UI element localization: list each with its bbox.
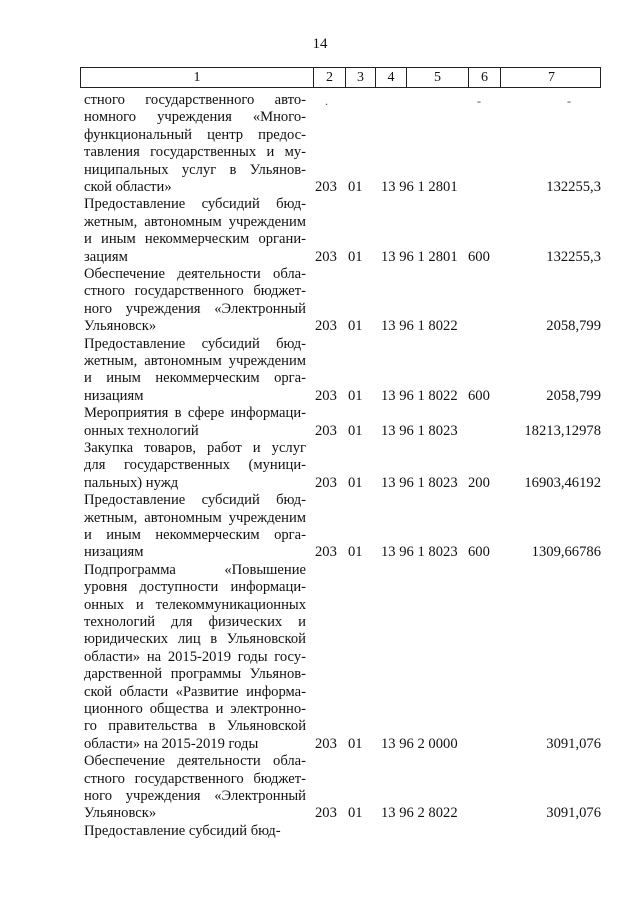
description-line: стного государственного бюджет-	[84, 283, 306, 300]
row-description	[84, 753, 306, 823]
header-col-7: 7	[500, 68, 602, 87]
description-line: Предоставление субсидий бюд-	[84, 492, 306, 509]
col-7-cell: 16903,46192	[524, 474, 601, 491]
description-line: ционного общества и электронно-	[84, 701, 306, 718]
col-7-cell: 1309,66786	[531, 544, 601, 561]
description-line: и иным некоммерческим орга-	[84, 527, 306, 543]
description-line: стного государственного авто-	[84, 92, 306, 108]
scan-mark: -	[477, 94, 481, 108]
col-7-cell: 3091,076	[546, 735, 601, 752]
col-2-cell: 203	[315, 179, 337, 195]
description-line: области» на 2015-2019 годы	[84, 735, 259, 752]
description-line: функциональный центр предос-	[84, 126, 306, 143]
header-col-6: 6	[468, 68, 500, 87]
col-3-cell: 01	[348, 248, 363, 265]
col-7-cell: 3091,076	[546, 805, 601, 822]
col-3-cell: 01	[348, 318, 363, 335]
row-description	[84, 405, 306, 440]
col-5-cell: 13 96 1 8023	[381, 422, 458, 439]
description-line: ного учреждения «Электронный	[84, 300, 306, 317]
col-6-cell: 200	[468, 474, 490, 491]
col-2-cell: 203	[315, 318, 337, 335]
description-line: Закупка товаров, работ и услуг	[84, 440, 306, 456]
row-description	[84, 823, 306, 840]
description-line: Ульяновск»	[84, 318, 157, 335]
description-line: низациям	[84, 387, 144, 404]
description-line: Предоставление субсидий бюд-	[84, 822, 281, 839]
description-line: Обеспечение деятельности обла-	[84, 266, 306, 282]
col-5-cell: 13 96 2 8022	[381, 805, 458, 822]
col-2-cell: 203	[315, 422, 337, 439]
header-col-3: 3	[345, 68, 375, 87]
col-3-cell: 01	[348, 179, 363, 195]
col-5-cell: 13 96 1 2801	[381, 179, 458, 195]
description-line: уровня доступности информаци-	[84, 579, 306, 596]
description-line: пальных) нужд	[84, 474, 179, 491]
row-description	[84, 440, 306, 492]
description-line: онных технологий	[84, 422, 199, 439]
scan-mark: -	[567, 94, 571, 108]
col-2-cell: 203	[315, 544, 337, 561]
col-7-cell: 18213,12978	[524, 422, 601, 439]
description-line: юридических лиц в Ульяновской	[84, 631, 306, 648]
row-description	[84, 266, 306, 336]
col-7-cell: 132255,3	[546, 248, 601, 265]
description-line: ниципальных услуг в Ульянов-	[84, 161, 306, 178]
col-2-cell: 203	[315, 474, 337, 491]
col-5-cell: 13 96 1 8023	[381, 474, 458, 491]
description-line: и иным некоммерческим орга-	[84, 370, 306, 387]
header-col-1: 1	[193, 70, 201, 85]
scan-mark: .	[325, 94, 328, 108]
description-line: Мероприятия в сфере информаци-	[84, 405, 306, 422]
col-2-cell: 203	[315, 248, 337, 265]
table-header	[80, 67, 601, 88]
col-3-cell: 01	[348, 735, 363, 752]
description-line: тавления государственных и му-	[84, 144, 306, 161]
header-col-4: 4	[375, 68, 406, 87]
col-5-cell: 13 96 1 2801	[381, 248, 458, 265]
row-description	[84, 562, 306, 753]
col-3-cell: 01	[348, 474, 363, 491]
description-line: зациям	[84, 248, 128, 265]
col-3-cell: 01	[348, 805, 363, 822]
description-line: жетным, автономным учрежденим	[84, 213, 306, 230]
description-line: ской области»	[84, 179, 172, 196]
col-7-cell: 2058,799	[546, 387, 601, 404]
description-line: области» на 2015-2019 годы госу-	[84, 648, 306, 665]
col-5-cell: 13 96 1 8022	[381, 318, 458, 335]
page-number: 14	[312, 36, 328, 52]
description-line: ного учреждения «Электронный	[84, 788, 306, 804]
row-description	[84, 92, 306, 196]
col-2-cell: 203	[315, 387, 337, 404]
description-line: Предоставление субсидий бюд-	[84, 335, 306, 352]
col-3-cell: 01	[348, 422, 363, 439]
row-description	[84, 196, 306, 266]
col-5-cell: 13 96 2 0000	[381, 735, 458, 752]
col-7-cell: 2058,799	[546, 318, 601, 335]
description-line: онных и телекоммуникационных	[84, 596, 306, 613]
row-description	[84, 336, 306, 406]
description-line: Предоставление субсидий бюд-	[84, 196, 306, 213]
header-col-2: 2	[313, 68, 345, 87]
description-line: и иным некоммерческим органи-	[84, 231, 306, 248]
description-line: для государственных (муници-	[84, 457, 306, 474]
col-3-cell: 01	[348, 544, 363, 561]
description-line: жетным, автономным учрежденим	[84, 509, 306, 526]
col-6-cell: 600	[468, 544, 490, 561]
description-line: Ульяновск»	[84, 805, 157, 822]
row-description	[84, 492, 306, 562]
col-6-cell: 600	[468, 248, 490, 265]
description-line: Подпрограмма «Повышение	[84, 561, 306, 578]
description-line: ской области «Развитие информа-	[84, 683, 306, 700]
description-line: Обеспечение деятельности обла-	[84, 753, 306, 770]
col-7-cell: 132255,3	[546, 179, 601, 195]
description-line: низациям	[84, 544, 144, 561]
col-6-cell: 600	[468, 387, 490, 404]
col-5-cell: 13 96 1 8023	[381, 544, 458, 561]
col-2-cell: 203	[315, 735, 337, 752]
header-col-5: 5	[406, 68, 468, 87]
description-line: го правительства в Ульяновской	[84, 718, 306, 735]
col-2-cell: 203	[315, 805, 337, 822]
description-line: технологий для физических и	[84, 614, 306, 631]
col-3-cell: 01	[348, 387, 363, 404]
col-5-cell: 13 96 1 8022	[381, 387, 458, 404]
description-line: дарственной программы Ульянов-	[84, 666, 306, 683]
description-line: стного государственного бюджет-	[84, 770, 306, 787]
description-line: номного учреждения «Много-	[84, 109, 306, 126]
description-line: жетным, автономным учрежденим	[84, 353, 306, 369]
